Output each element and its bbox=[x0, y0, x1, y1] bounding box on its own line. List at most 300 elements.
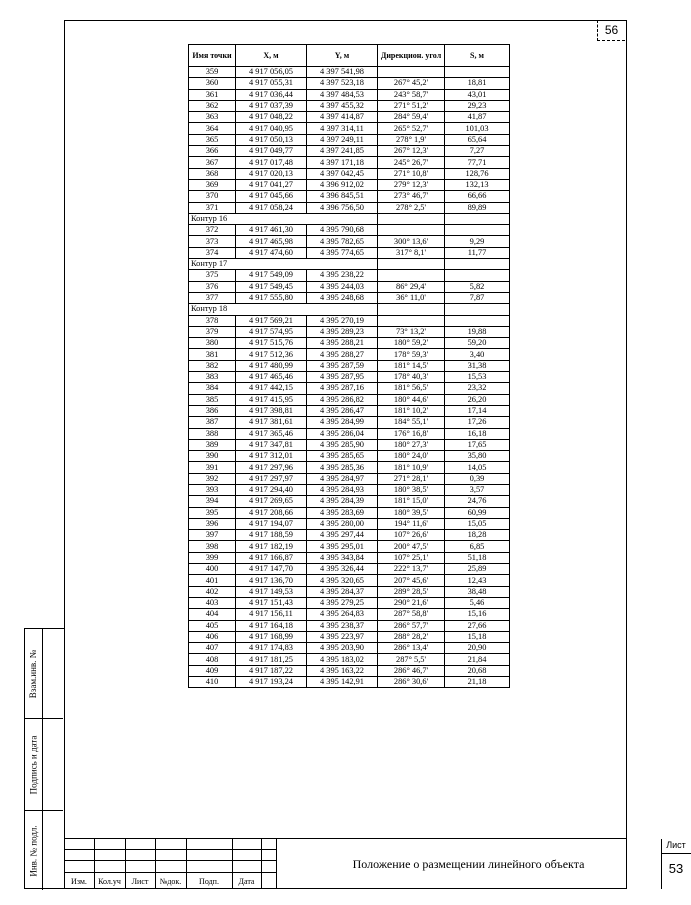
cell-angle bbox=[378, 67, 445, 78]
cell-x: 4 917 168,99 bbox=[236, 631, 307, 642]
cell-point: 378 bbox=[189, 315, 236, 326]
cell-point: 381 bbox=[189, 349, 236, 360]
table-row bbox=[189, 168, 510, 179]
cell-x: 4 917 136,70 bbox=[236, 575, 307, 586]
cell-distance: 21,18 bbox=[445, 677, 510, 688]
cell-angle: 181° 56,5' bbox=[378, 383, 445, 394]
table-row bbox=[189, 575, 510, 586]
cell-y: 4 395 287,59 bbox=[307, 360, 378, 371]
table-row bbox=[189, 507, 510, 518]
cell-angle: 284° 59,4' bbox=[378, 112, 445, 123]
table-row bbox=[189, 654, 510, 665]
side-label-replace: Взам.инв. № bbox=[28, 649, 39, 698]
cell-point: 392 bbox=[189, 473, 236, 484]
cell-distance: 24,76 bbox=[445, 496, 510, 507]
cell-x: 4 917 037,39 bbox=[236, 100, 307, 111]
cell-y: 4 395 238,22 bbox=[307, 270, 378, 281]
cell-angle: 278° 1,9' bbox=[378, 134, 445, 145]
cell-point: 408 bbox=[189, 654, 236, 665]
cell-point: 398 bbox=[189, 541, 236, 552]
cell-angle: 36° 11,0' bbox=[378, 292, 445, 303]
cell-angle: 267° 45,2' bbox=[378, 78, 445, 89]
cell-x: 4 917 149,53 bbox=[236, 586, 307, 597]
cell-distance: 18,28 bbox=[445, 530, 510, 541]
cell-x: 4 917 040,95 bbox=[236, 123, 307, 134]
cell-x: 4 917 056,05 bbox=[236, 67, 307, 78]
cell-y: 4 395 223,97 bbox=[307, 631, 378, 642]
cell-point: 396 bbox=[189, 518, 236, 529]
empty-angle-cell bbox=[378, 304, 445, 315]
table-row bbox=[189, 349, 510, 360]
table-row bbox=[189, 428, 510, 439]
table-row bbox=[189, 292, 510, 303]
table-row bbox=[189, 281, 510, 292]
header-y: Y, м bbox=[307, 45, 378, 67]
cell-angle: 267° 12,3' bbox=[378, 146, 445, 157]
table-row bbox=[189, 360, 510, 371]
cell-x: 4 917 549,45 bbox=[236, 281, 307, 292]
cell-angle: 287° 5,5' bbox=[378, 654, 445, 665]
cell-y: 4 395 284,93 bbox=[307, 484, 378, 495]
cell-y: 4 395 163,22 bbox=[307, 665, 378, 676]
cell-angle: 222° 13,7' bbox=[378, 564, 445, 575]
cell-angle: 178° 40,3' bbox=[378, 372, 445, 383]
cell-point: 376 bbox=[189, 281, 236, 292]
stamp-col-doc: №док. bbox=[159, 877, 182, 886]
header-angle: Дирекцион. угол bbox=[378, 45, 445, 67]
cell-distance: 16,18 bbox=[445, 428, 510, 439]
side-strip bbox=[24, 628, 64, 889]
contour-row bbox=[189, 304, 510, 315]
cell-point: 365 bbox=[189, 134, 236, 145]
cell-y: 4 395 320,65 bbox=[307, 575, 378, 586]
table-row bbox=[189, 462, 510, 473]
cell-angle: 181° 10,9' bbox=[378, 462, 445, 473]
empty-angle-cell bbox=[378, 259, 445, 270]
cell-distance: 20,90 bbox=[445, 643, 510, 654]
cell-y: 4 396 912,02 bbox=[307, 179, 378, 190]
cell-angle: 288° 28,2' bbox=[378, 631, 445, 642]
cell-point: 360 bbox=[189, 78, 236, 89]
cell-distance: 25,89 bbox=[445, 564, 510, 575]
cell-y: 4 395 244,03 bbox=[307, 281, 378, 292]
table-row bbox=[189, 100, 510, 111]
table-row bbox=[189, 394, 510, 405]
table-row bbox=[189, 473, 510, 484]
table-row bbox=[189, 89, 510, 100]
stamp-col-count: Кол.уч bbox=[98, 877, 121, 886]
cell-distance: 35,80 bbox=[445, 451, 510, 462]
cell-angle: 273° 46,7' bbox=[378, 191, 445, 202]
cell-x: 4 917 182,19 bbox=[236, 541, 307, 552]
cell-point: 402 bbox=[189, 586, 236, 597]
cell-angle: 176° 16,8' bbox=[378, 428, 445, 439]
table-row bbox=[189, 236, 510, 247]
cell-angle: 194° 11,6' bbox=[378, 518, 445, 529]
table-row bbox=[189, 338, 510, 349]
cell-angle: 300° 13,6' bbox=[378, 236, 445, 247]
cell-x: 4 917 398,81 bbox=[236, 405, 307, 416]
cell-angle: 279° 12,3' bbox=[378, 179, 445, 190]
cell-angle: 180° 38,5' bbox=[378, 484, 445, 495]
cell-y: 4 395 286,47 bbox=[307, 405, 378, 416]
cell-angle: 180° 59,2' bbox=[378, 338, 445, 349]
cell-distance: 5,82 bbox=[445, 281, 510, 292]
cell-angle: 286° 57,7' bbox=[378, 620, 445, 631]
cell-point: 380 bbox=[189, 338, 236, 349]
cell-distance: 14,05 bbox=[445, 462, 510, 473]
cell-point: 374 bbox=[189, 247, 236, 258]
cell-y: 4 395 264,83 bbox=[307, 609, 378, 620]
cell-distance: 41,87 bbox=[445, 112, 510, 123]
cell-distance: 128,76 bbox=[445, 168, 510, 179]
cell-point: 382 bbox=[189, 360, 236, 371]
side-cell-original bbox=[25, 811, 63, 890]
cell-angle: 317° 8,1' bbox=[378, 247, 445, 258]
cell-x: 4 917 555,80 bbox=[236, 292, 307, 303]
table-row bbox=[189, 586, 510, 597]
table-row bbox=[189, 270, 510, 281]
table-row bbox=[189, 620, 510, 631]
cell-angle: 180° 24,0' bbox=[378, 451, 445, 462]
cell-distance: 31,38 bbox=[445, 360, 510, 371]
table-row bbox=[189, 530, 510, 541]
cell-point: 410 bbox=[189, 677, 236, 688]
cell-y: 4 395 285,36 bbox=[307, 462, 378, 473]
cell-point: 391 bbox=[189, 462, 236, 473]
empty-distance-cell bbox=[445, 259, 510, 270]
cell-y: 4 395 248,68 bbox=[307, 292, 378, 303]
cell-x: 4 917 512,36 bbox=[236, 349, 307, 360]
cell-x: 4 917 050,13 bbox=[236, 134, 307, 145]
cell-x: 4 917 194,07 bbox=[236, 518, 307, 529]
cell-x: 4 917 017,48 bbox=[236, 157, 307, 168]
cell-y: 4 395 287,16 bbox=[307, 383, 378, 394]
cell-point: 384 bbox=[189, 383, 236, 394]
cell-point: 409 bbox=[189, 665, 236, 676]
cell-angle bbox=[378, 270, 445, 281]
cell-x: 4 917 474,60 bbox=[236, 247, 307, 258]
cell-angle bbox=[378, 315, 445, 326]
cell-y: 4 395 279,25 bbox=[307, 597, 378, 608]
cell-point: 372 bbox=[189, 225, 236, 236]
cell-angle: 181° 10,2' bbox=[378, 405, 445, 416]
cell-x: 4 917 312,01 bbox=[236, 451, 307, 462]
table-row bbox=[189, 484, 510, 495]
cell-distance: 27,66 bbox=[445, 620, 510, 631]
cell-y: 4 395 286,04 bbox=[307, 428, 378, 439]
cell-y: 4 395 183,02 bbox=[307, 654, 378, 665]
stamp-col-sheet: Лист bbox=[131, 877, 149, 886]
cell-angle: 180° 27,3' bbox=[378, 439, 445, 450]
cell-angle: 184° 55,1' bbox=[378, 417, 445, 428]
cell-distance: 43,01 bbox=[445, 89, 510, 100]
cell-angle: 271° 10,8' bbox=[378, 168, 445, 179]
cell-angle bbox=[378, 225, 445, 236]
table-row bbox=[189, 134, 510, 145]
side-label-original: Инв. № подл. bbox=[28, 824, 39, 877]
table-row bbox=[189, 643, 510, 654]
cell-point: 403 bbox=[189, 597, 236, 608]
cell-angle: 73° 13,2' bbox=[378, 326, 445, 337]
cell-angle: 278° 2,5' bbox=[378, 202, 445, 213]
cell-x: 4 917 187,22 bbox=[236, 665, 307, 676]
cell-point: 386 bbox=[189, 405, 236, 416]
cell-point: 390 bbox=[189, 451, 236, 462]
contour-row bbox=[189, 259, 510, 270]
cell-x: 4 917 465,98 bbox=[236, 236, 307, 247]
cell-y: 4 395 343,84 bbox=[307, 552, 378, 563]
cell-y: 4 397 484,53 bbox=[307, 89, 378, 100]
cell-x: 4 917 041,27 bbox=[236, 179, 307, 190]
cell-point: 377 bbox=[189, 292, 236, 303]
cell-y: 4 397 523,18 bbox=[307, 78, 378, 89]
cell-angle: 107° 26,6' bbox=[378, 530, 445, 541]
cell-y: 4 395 289,23 bbox=[307, 326, 378, 337]
table-row bbox=[189, 225, 510, 236]
cell-distance: 20,68 bbox=[445, 665, 510, 676]
table-row bbox=[189, 146, 510, 157]
table-row bbox=[189, 405, 510, 416]
cell-x: 4 917 294,40 bbox=[236, 484, 307, 495]
cell-x: 4 917 181,25 bbox=[236, 654, 307, 665]
cell-x: 4 917 381,61 bbox=[236, 417, 307, 428]
cell-y: 4 395 142,91 bbox=[307, 677, 378, 688]
cell-distance: 38,48 bbox=[445, 586, 510, 597]
table-row bbox=[189, 191, 510, 202]
cell-distance: 7,27 bbox=[445, 146, 510, 157]
table-row bbox=[189, 541, 510, 552]
cell-y: 4 397 414,87 bbox=[307, 112, 378, 123]
page-number: 56 bbox=[597, 20, 625, 41]
cell-distance: 26,20 bbox=[445, 394, 510, 405]
cell-y: 4 397 241,85 bbox=[307, 146, 378, 157]
cell-point: 389 bbox=[189, 439, 236, 450]
cell-x: 4 917 549,09 bbox=[236, 270, 307, 281]
table-row bbox=[189, 383, 510, 394]
cell-y: 4 395 284,37 bbox=[307, 586, 378, 597]
cell-x: 4 917 174,83 bbox=[236, 643, 307, 654]
cell-y: 4 395 286,82 bbox=[307, 394, 378, 405]
cell-point: 395 bbox=[189, 507, 236, 518]
cell-distance: 15,18 bbox=[445, 631, 510, 642]
cell-y: 4 395 283,69 bbox=[307, 507, 378, 518]
contour-label: Контур 18 bbox=[189, 304, 378, 315]
cell-point: 371 bbox=[189, 202, 236, 213]
cell-angle: 180° 44,6' bbox=[378, 394, 445, 405]
cell-y: 4 397 314,11 bbox=[307, 123, 378, 134]
cell-distance bbox=[445, 67, 510, 78]
table-row bbox=[189, 417, 510, 428]
cell-point: 383 bbox=[189, 372, 236, 383]
cell-y: 4 395 203,90 bbox=[307, 643, 378, 654]
cell-point: 393 bbox=[189, 484, 236, 495]
cell-point: 361 bbox=[189, 89, 236, 100]
table-row bbox=[189, 67, 510, 78]
cell-distance: 59,20 bbox=[445, 338, 510, 349]
cell-distance: 29,23 bbox=[445, 100, 510, 111]
cell-y: 4 395 295,01 bbox=[307, 541, 378, 552]
cell-distance: 15,05 bbox=[445, 518, 510, 529]
cell-y: 4 397 249,11 bbox=[307, 134, 378, 145]
cell-y: 4 395 285,90 bbox=[307, 439, 378, 450]
cell-distance: 60,99 bbox=[445, 507, 510, 518]
table-row bbox=[189, 665, 510, 676]
cell-y: 4 395 287,95 bbox=[307, 372, 378, 383]
cell-x: 4 917 156,11 bbox=[236, 609, 307, 620]
cell-y: 4 396 756,50 bbox=[307, 202, 378, 213]
cell-point: 368 bbox=[189, 168, 236, 179]
table-row bbox=[189, 247, 510, 258]
table-row bbox=[189, 631, 510, 642]
cell-point: 369 bbox=[189, 179, 236, 190]
cell-y: 4 395 270,19 bbox=[307, 315, 378, 326]
table-header-row bbox=[189, 45, 510, 67]
cell-x: 4 917 442,15 bbox=[236, 383, 307, 394]
table-row bbox=[189, 78, 510, 89]
cell-x: 4 917 480,99 bbox=[236, 360, 307, 371]
cell-y: 4 395 285,65 bbox=[307, 451, 378, 462]
cell-angle: 181° 14,5' bbox=[378, 360, 445, 371]
cell-angle: 180° 39,5' bbox=[378, 507, 445, 518]
cell-distance: 21,84 bbox=[445, 654, 510, 665]
cell-point: 404 bbox=[189, 609, 236, 620]
cell-angle: 86° 29,4' bbox=[378, 281, 445, 292]
cell-distance bbox=[445, 315, 510, 326]
table-row bbox=[189, 552, 510, 563]
cell-y: 4 395 774,65 bbox=[307, 247, 378, 258]
cell-point: 388 bbox=[189, 428, 236, 439]
cell-point: 379 bbox=[189, 326, 236, 337]
table-row bbox=[189, 179, 510, 190]
cell-x: 4 917 188,59 bbox=[236, 530, 307, 541]
stamp-col-signature: Подп. bbox=[199, 877, 219, 886]
cell-point: 399 bbox=[189, 552, 236, 563]
cell-x: 4 917 193,24 bbox=[236, 677, 307, 688]
cell-angle: 243° 58,7' bbox=[378, 89, 445, 100]
cell-distance: 0,39 bbox=[445, 473, 510, 484]
cell-x: 4 917 269,65 bbox=[236, 496, 307, 507]
table-row bbox=[189, 597, 510, 608]
header-distance: S, м bbox=[445, 45, 510, 67]
cell-angle: 107° 25,1' bbox=[378, 552, 445, 563]
cell-point: 367 bbox=[189, 157, 236, 168]
cell-angle: 286° 46,7' bbox=[378, 665, 445, 676]
cell-distance: 77,71 bbox=[445, 157, 510, 168]
cell-point: 387 bbox=[189, 417, 236, 428]
cell-point: 375 bbox=[189, 270, 236, 281]
cell-x: 4 917 208,66 bbox=[236, 507, 307, 518]
cell-point: 364 bbox=[189, 123, 236, 134]
cell-distance: 12,43 bbox=[445, 575, 510, 586]
side-cell-signature bbox=[25, 719, 63, 811]
empty-distance-cell bbox=[445, 213, 510, 224]
cell-y: 4 396 845,51 bbox=[307, 191, 378, 202]
cell-distance: 15,16 bbox=[445, 609, 510, 620]
side-label-signature: Подпись и дата bbox=[28, 735, 39, 794]
cell-y: 4 395 288,21 bbox=[307, 338, 378, 349]
cell-x: 4 917 048,22 bbox=[236, 112, 307, 123]
cell-x: 4 917 297,96 bbox=[236, 462, 307, 473]
header-point-name: Имя точки bbox=[189, 45, 236, 67]
cell-angle: 271° 51,2' bbox=[378, 100, 445, 111]
cell-y: 4 395 284,97 bbox=[307, 473, 378, 484]
cell-y: 4 395 284,39 bbox=[307, 496, 378, 507]
cell-distance: 89,89 bbox=[445, 202, 510, 213]
cell-point: 385 bbox=[189, 394, 236, 405]
cell-angle: 286° 30,6' bbox=[378, 677, 445, 688]
cell-point: 405 bbox=[189, 620, 236, 631]
table-row bbox=[189, 677, 510, 688]
cell-x: 4 917 049,77 bbox=[236, 146, 307, 157]
table-row bbox=[189, 518, 510, 529]
cell-y: 4 395 280,00 bbox=[307, 518, 378, 529]
table-row bbox=[189, 157, 510, 168]
cell-angle: 245° 26,7' bbox=[378, 157, 445, 168]
cell-x: 4 917 045,66 bbox=[236, 191, 307, 202]
cell-point: 359 bbox=[189, 67, 236, 78]
cell-x: 4 917 058,24 bbox=[236, 202, 307, 213]
contour-label: Контур 17 bbox=[189, 259, 378, 270]
cell-point: 373 bbox=[189, 236, 236, 247]
document-title: Положение о размещении линейного объекта bbox=[352, 856, 585, 871]
cell-x: 4 917 151,43 bbox=[236, 597, 307, 608]
coordinates-table bbox=[188, 44, 510, 688]
cell-distance: 132,13 bbox=[445, 179, 510, 190]
cell-y: 4 397 042,45 bbox=[307, 168, 378, 179]
cell-y: 4 397 171,18 bbox=[307, 157, 378, 168]
cell-distance: 51,18 bbox=[445, 552, 510, 563]
table-row bbox=[189, 315, 510, 326]
header-x: X, м bbox=[236, 45, 307, 67]
cell-x: 4 917 055,31 bbox=[236, 78, 307, 89]
cell-distance: 5,46 bbox=[445, 597, 510, 608]
cell-distance: 3,57 bbox=[445, 484, 510, 495]
cell-distance bbox=[445, 225, 510, 236]
cell-angle: 181° 15,0' bbox=[378, 496, 445, 507]
cell-distance: 65,64 bbox=[445, 134, 510, 145]
cell-x: 4 917 347,81 bbox=[236, 439, 307, 450]
cell-y: 4 395 782,65 bbox=[307, 236, 378, 247]
table-row bbox=[189, 326, 510, 337]
cell-x: 4 917 574,95 bbox=[236, 326, 307, 337]
cell-x: 4 917 415,95 bbox=[236, 394, 307, 405]
cell-point: 401 bbox=[189, 575, 236, 586]
cell-x: 4 917 036,44 bbox=[236, 89, 307, 100]
cell-distance: 17,65 bbox=[445, 439, 510, 450]
cell-distance: 101,03 bbox=[445, 123, 510, 134]
cell-y: 4 395 288,27 bbox=[307, 349, 378, 360]
table-row bbox=[189, 123, 510, 134]
cell-x: 4 917 465,46 bbox=[236, 372, 307, 383]
cell-y: 4 397 455,32 bbox=[307, 100, 378, 111]
cell-point: 370 bbox=[189, 191, 236, 202]
cell-distance: 7,87 bbox=[445, 292, 510, 303]
cell-distance: 3,40 bbox=[445, 349, 510, 360]
cell-x: 4 917 569,21 bbox=[236, 315, 307, 326]
cell-y: 4 395 790,68 bbox=[307, 225, 378, 236]
table-row bbox=[189, 112, 510, 123]
cell-angle: 200° 47,5' bbox=[378, 541, 445, 552]
cell-angle: 290° 21,6' bbox=[378, 597, 445, 608]
cell-y: 4 397 541,98 bbox=[307, 67, 378, 78]
table-row bbox=[189, 609, 510, 620]
cell-y: 4 395 284,99 bbox=[307, 417, 378, 428]
cell-y: 4 395 326,44 bbox=[307, 564, 378, 575]
cell-point: 394 bbox=[189, 496, 236, 507]
cell-x: 4 917 164,18 bbox=[236, 620, 307, 631]
cell-x: 4 917 461,30 bbox=[236, 225, 307, 236]
